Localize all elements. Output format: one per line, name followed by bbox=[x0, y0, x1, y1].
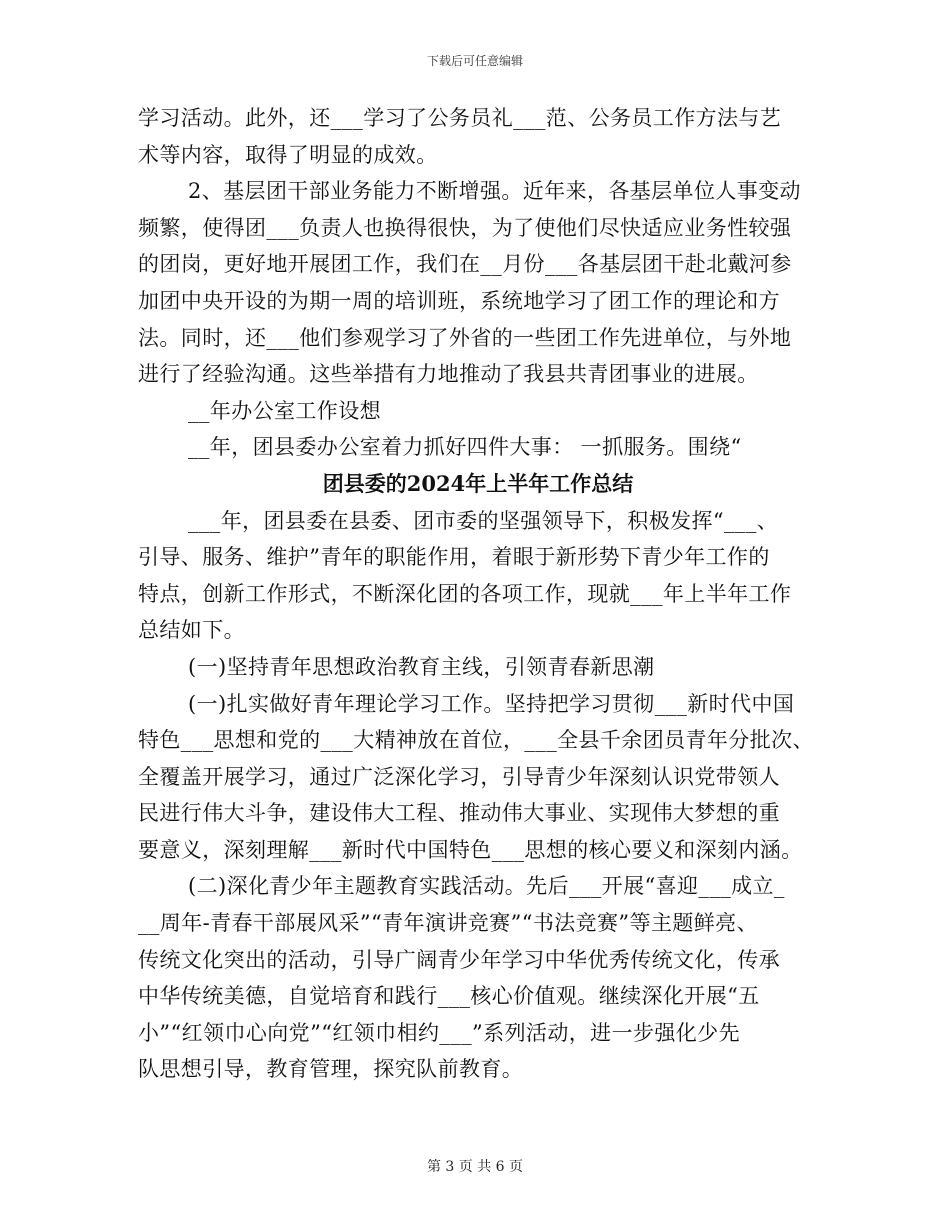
body-line: 中华传统美德，自觉培育和践行___核心价值观。继续深化开展“五 bbox=[138, 984, 760, 1009]
body-line: 小”“红领巾心向党”“红领巾相约___”系列活动，进一步强化少先 bbox=[138, 1020, 740, 1045]
body-line: ___年，团县委在县委、团市委的坚强领导下，积极发挥“___、 bbox=[188, 508, 779, 533]
body-line: 法。同时，还___他们参观学习了外省的一些团工作先进单位，与外地 bbox=[138, 325, 792, 350]
document-title: 团县委的2024年上半年工作总结 bbox=[322, 470, 634, 496]
body-line: 频繁，使得团___负责人也换得很快，为了使他们尽快适应业务性较强 bbox=[138, 215, 792, 240]
body-line: 要意义，深刻理解___新时代中国特色___思想的核心要义和深刻内涵。 bbox=[138, 837, 803, 862]
body-line: 的团岗，更好地开展团工作，我们在__月份___各基层团干赴北戴河参 bbox=[138, 252, 792, 277]
body-line: 加团中央开设的为期一周的培训班，系统地学习了团工作的理论和方 bbox=[138, 288, 780, 313]
body-line: 特色___思想和党的___大精神放在首位，___全县千余团员青年分批次、 bbox=[138, 728, 814, 753]
body-line: 队思想引导，教育管理，探究队前教育。 bbox=[138, 1057, 524, 1082]
body-line: 2、基层团干部业务能力不断增强。近年来，各基层单位人事变动 bbox=[188, 179, 801, 204]
body-line: (一)扎实做好青年理论学习工作。坚持把学习贯彻___新时代中国 bbox=[188, 691, 795, 716]
body-line: (二)深化青少年主题教育实践活动。先后___开展“喜迎___成立_ bbox=[188, 874, 785, 899]
body-line: 全覆盖开展学习，通过广泛深化学习，引导青少年深刻认识党带领人 bbox=[138, 764, 780, 789]
body-line: 民进行伟大斗争，建设伟大工程、推动伟大事业、实现伟大梦想的重 bbox=[138, 801, 780, 826]
section-heading: (一)坚持青年思想政治教育主线，引领青春新思潮 bbox=[188, 654, 655, 679]
body-line: __周年-青春干部展风采”“青年演讲竞赛”“书法竞赛”等主题鲜亮、 bbox=[138, 911, 758, 936]
body-line: 术等内容，取得了明显的成效。 bbox=[138, 142, 438, 167]
body-line: 进行了经验沟通。这些举措有力地推动了我县共青团事业的进展。 bbox=[138, 362, 759, 387]
page-footer: 第 3 页 共 6 页 bbox=[426, 1159, 524, 1175]
body-line: 总结如下。 bbox=[138, 618, 245, 643]
body-line: 特点，创新工作形式，不断深化团的各项工作，现就___年上半年工作 bbox=[138, 581, 792, 606]
body-line: 传统文化突出的活动，引导广阔青少年学习中华优秀传统文化，传承 bbox=[138, 947, 780, 972]
body-line: 学习活动。此外，还___学习了公务员礼___范、公务员工作方法与艺 bbox=[138, 106, 782, 130]
body-line: __年，团县委办公室着力抓好四件大事： 一抓服务。围绕“ bbox=[188, 435, 742, 460]
page-header: 下载后可任意编辑 bbox=[426, 54, 523, 68]
body-line: __年办公室工作设想 bbox=[188, 398, 381, 423]
body-line: 引导、服务、维护”青年的职能作用，着眼于新形势下青少年工作的 bbox=[138, 545, 770, 570]
document-body bbox=[138, 100, 818, 1088]
